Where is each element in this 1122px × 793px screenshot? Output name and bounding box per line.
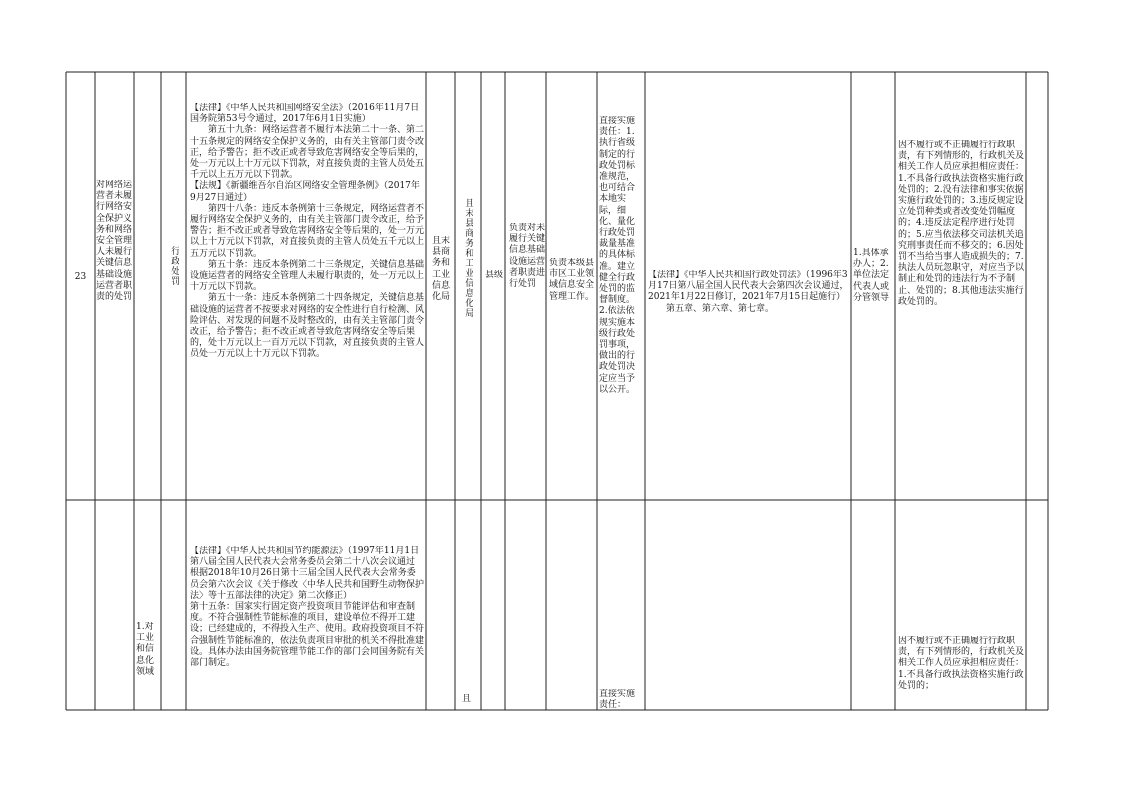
row2-agency: 且 [462, 694, 472, 704]
row1-implement: 直接实施责任：1.执行省级制定的行政处罚标准规范，也可结合本地实际，细化、量化行政处罚裁量基准的具体标准。建立健全行政处罚的监督制度。2.依法依规实施本级行政处罚事项，做出的行政处罚决定应当予以公开。 [599, 116, 636, 395]
row1-category: 行政处罚 [169, 246, 180, 286]
row1-liability: 因不履行或不正确履行行政职责，有下列情形的，行政机关及相关工作人员应承担相应责任：1.不具备行政执法资格实施行政处罚的；2.没有法律和事实依据实施行政处罚的；3.违反规定设立处罚种类或者改变处罚幅度的；4.违反法定程序进行处罚的；5.应当依法移交司法机关追究刑事责任而不移交的；6.因处罚不当给当事人造成损失的；7.执法人员玩忽职守，对应当予以制止和处罚的违法行为不予制止、处罚的；8.其他违法实施行政处罚的。 [898, 140, 1025, 307]
row1-basis [190, 103, 424, 361]
row1-level: 县级 [484, 270, 503, 280]
basis-article-48: 第四十八条：违反本条例第十三条规定，网络运营者不履行网络安全保护义务的，由有关主管部门责令改正，给予警告；拒不改正或者导致危害网络安全等后果的，处一万元以上十万元以下罚款，对直接负责的主管人员处五千元以上五万元以下罚款。 [190, 203, 424, 259]
row1-responsible: 1.具体承办人；2.单位法定代表人或分管领导 [853, 248, 890, 303]
row1-item-name: 对网络运营者未履行网络安全保护义务和网络安全管理人未履行关键信息基础设施运营者职责的处罚 [96, 180, 133, 303]
basis-article-50: 第五十条：违反本条例第二十三条规定，关键信息基础设施运营者的网络安全管理人未履行职责的，处一万元以上十万元以下罚款。 [190, 259, 424, 293]
accountability-basis: 【法律】《中华人民共和国行政处罚法》（1996年3月17日第八届全国人民代表大会第四次会议通过，2021年1月22日修订，2021年7月15日起施行） [648, 270, 849, 303]
basis-article-51: 第五十一条：违反本条例第二十四条规定，关键信息基础设施的运营者不按要求对网络的安全性进行自行检测、风险评估、对发现的问题不及时整改的，由有关主管部门责令改正，给予警告；拒不改正或者导致危害网络安全等后果的，处十万元以上一百万元以下罚款，对直接负责的主管人员处一万元以上十万元以下罚款。 [190, 293, 424, 360]
row2-basis-article-15: 第十五条：国家实行固定资产投资项目节能评估和审查制度。不符合强制性节能标准的项目，建设单位不得开工建设；已经建成的，不得投入生产、使用。政府投资项目不符合强制性节能标准的，依法负责项目审批的机关不得批准建设。具体办法由国务院管理节能工作的部门会同国务院有关部门制定。 [190, 602, 424, 669]
row1-agency: 且末县商务和工业信息化局 [431, 236, 450, 303]
row2-liability: 因不履行或不正确履行行政职责，有下列情形的，行政机关及相关工作人员应承担相应责任：1.不具备行政执法资格实施行政处罚的； [898, 636, 1025, 691]
accountability-chapters: 第五章、第六章、第七章。 [666, 303, 775, 314]
basis-regulation-title: 【法规】《新疆维吾尔自治区网络安全管理条例》（2017年9月27日通过） [190, 181, 420, 203]
row1-duty-scope: 负责本级县市区工业领域信息安全管理工作。 [549, 258, 595, 302]
row2-item-name: 1.对工业和信息化领域 [136, 622, 155, 677]
basis-law-title: 【法律】《中华人民共和国网络安全法》（2016年11月7日国务院第53号令通过，2017年6月1日实施） [190, 103, 420, 125]
row1-dept: 且末县商务和工业信息化局 [463, 198, 474, 318]
row1-accountability [648, 270, 850, 315]
basis-article-59: 第五十九条：网络运营者不履行本法第二十一条、第二十五条规定的网络安全保护义务的，由有关主管部门责令改正，给予警告；拒不改正或者导致危害网络安全等后果的，处一万元以上十万元以下罚款，对直接负责的主管人员处五千元以上五万元以下罚款。 [190, 125, 424, 181]
row2-basis [190, 546, 424, 709]
row1-duty-subject: 负责对未履行关键信息基础设施运营者职责进行处罚 [509, 223, 545, 290]
row2-basis-law-title: 【法律】《中华人民共和国节约能源法》（1997年11月1日第八届全国人民代表大会常务委员会第二十八次会议通过 根据2018年10月26日第十三届全国人民代表大会常务委员会第六次会议《关于修改〈中华人民共和国野生动物保护法〉等十五部法律的决定》第二次修正） [190, 546, 424, 601]
row2-implement: 直接实施责任： [599, 689, 636, 709]
row1-seq: 23 [74, 272, 87, 282]
